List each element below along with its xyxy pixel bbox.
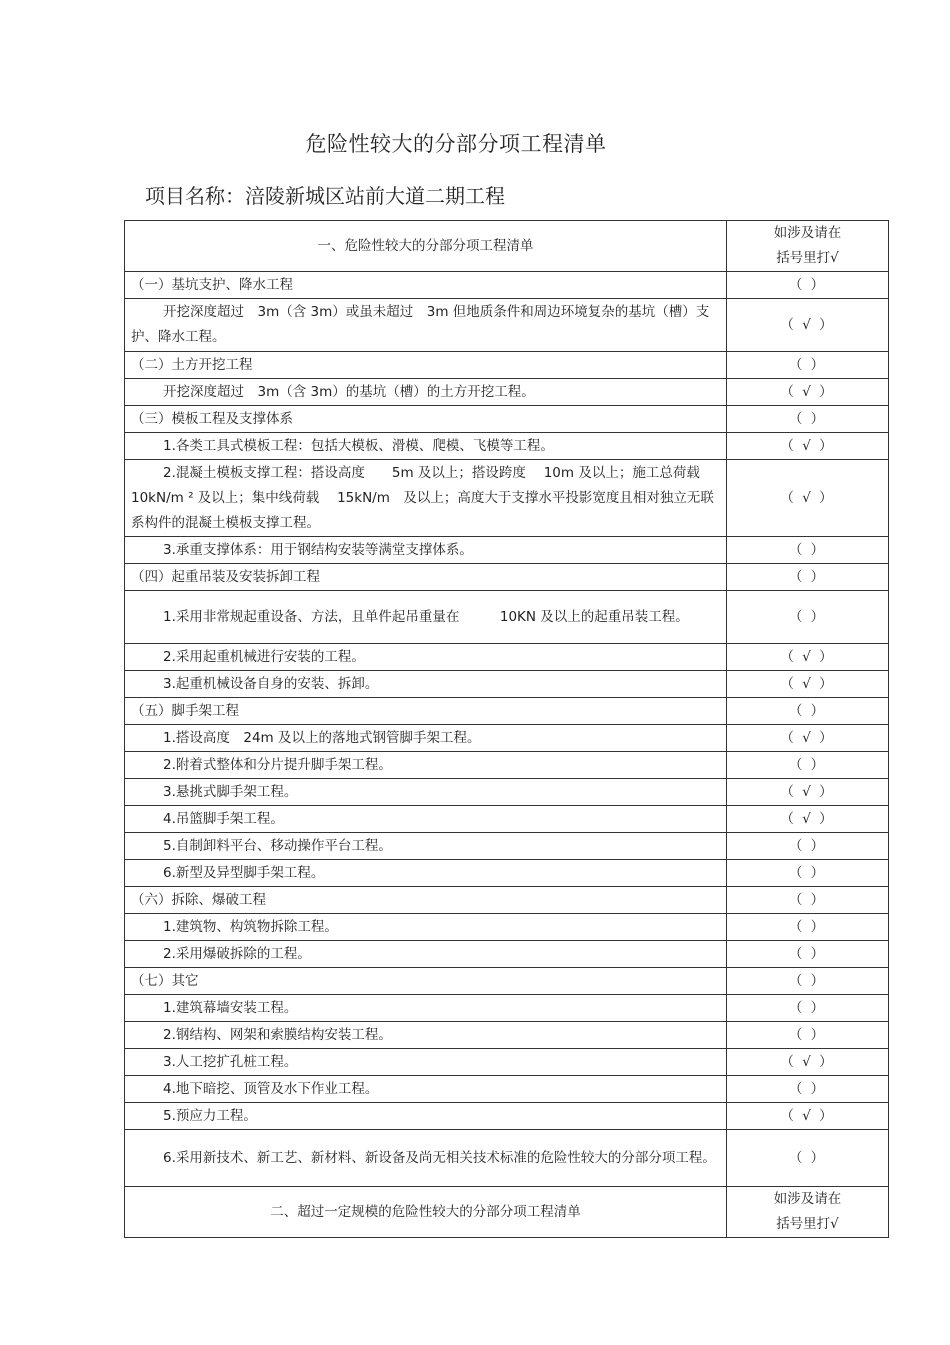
table-row	[125, 941, 889, 968]
check-mark-cell: （ √ ）	[727, 1049, 889, 1076]
check-mark-cell: （ √ ）	[727, 671, 889, 698]
section-1-mark-header	[727, 221, 889, 272]
row-text: 3.悬挑式脚手架工程。	[163, 783, 298, 800]
row-text: 4.吊篮脚手架工程。	[163, 810, 284, 827]
check-mark-cell: （ ）	[727, 1130, 889, 1187]
check-mark-cell: （ ）	[727, 564, 889, 591]
category-label	[125, 352, 727, 379]
section-2-header: 二、超过一定规模的危险性较大的分部分项工程清单	[125, 1187, 727, 1238]
hazard-checklist-table	[124, 220, 889, 1238]
mark-header-line2: 括号里打√	[776, 250, 839, 266]
mark-header-line1: 如涉及请在	[773, 1191, 842, 1207]
check-mark-cell: （ √ ）	[727, 433, 889, 460]
category-row	[125, 564, 889, 591]
table-row	[125, 914, 889, 941]
table-row	[125, 1103, 889, 1130]
row-text: （一）基坑支护、降水工程	[131, 276, 293, 293]
check-mark-cell: （ ）	[727, 1022, 889, 1049]
row-text: （五）脚手架工程	[131, 702, 239, 719]
item-description	[125, 1022, 727, 1049]
section-1-header-row	[125, 221, 889, 272]
category-row	[125, 887, 889, 914]
category-row	[125, 698, 889, 725]
item-description	[125, 833, 727, 860]
category-row	[125, 352, 889, 379]
table-row	[125, 833, 889, 860]
check-mark-cell: （ √ ）	[727, 299, 889, 352]
check-mark-cell: （ √ ）	[727, 1103, 889, 1130]
category-label	[125, 968, 727, 995]
project-name-line	[145, 180, 505, 209]
item-description	[125, 1076, 727, 1103]
row-text: 4.地下暗挖、顶管及水下作业工程。	[163, 1080, 379, 1097]
item-description	[125, 299, 727, 352]
row-text: 3.承重支撑体系：用于钢结构安装等满堂支撑体系。	[163, 541, 473, 558]
item-description	[125, 1130, 727, 1187]
row-text: 1.建筑物、构筑物拆除工程。	[163, 918, 338, 935]
table-row	[125, 379, 889, 406]
check-mark-cell: （ √ ）	[727, 379, 889, 406]
table-row	[125, 806, 889, 833]
check-mark-cell: （ ）	[727, 352, 889, 379]
category-row	[125, 406, 889, 433]
check-mark-cell: （ ）	[727, 698, 889, 725]
check-mark-cell: （ ）	[727, 860, 889, 887]
row-text: 3.人工挖扩孔桩工程。	[163, 1053, 298, 1070]
item-description	[125, 914, 727, 941]
item-description	[125, 806, 727, 833]
item-description	[125, 644, 727, 671]
item-description	[125, 779, 727, 806]
check-mark-cell: （ ）	[727, 941, 889, 968]
item-description	[125, 671, 727, 698]
project-label: 项目名称：	[145, 184, 245, 208]
table-row	[125, 725, 889, 752]
table-row	[125, 860, 889, 887]
row-text: 5.自制卸料平台、移动操作平台工程。	[163, 837, 392, 854]
mark-header-line1: 如涉及请在	[773, 225, 842, 241]
item-description	[125, 995, 727, 1022]
row-text: 1.采用非常规起重设备、方法，且单件起吊重量在 10KN 及以上的起重吊装工程。	[163, 608, 689, 625]
row-text: 2.采用爆破拆除的工程。	[163, 945, 311, 962]
table-row	[125, 671, 889, 698]
row-text: （七）其它	[131, 972, 199, 989]
table-row	[125, 1130, 889, 1187]
row-text: 6.采用新技术、新工艺、新材料、新设备及尚无相关技术标准的危险性较大的分部分项工程。	[163, 1149, 716, 1166]
check-mark-cell: （ ）	[727, 887, 889, 914]
table-row	[125, 433, 889, 460]
category-label	[125, 564, 727, 591]
row-text: （六）拆除、爆破工程	[131, 891, 266, 908]
check-mark-cell: （ √ ）	[727, 725, 889, 752]
category-label	[125, 887, 727, 914]
check-mark-cell: （ √ ）	[727, 779, 889, 806]
category-label	[125, 698, 727, 725]
table-row	[125, 299, 889, 352]
row-text: 开挖深度超过 3m（含 3m）的基坑（槽）的土方开挖工程。	[163, 383, 535, 400]
category-label	[125, 406, 727, 433]
check-mark-cell: （ ）	[727, 272, 889, 299]
table-row	[125, 591, 889, 644]
row-text: 6.新型及异型脚手架工程。	[163, 864, 325, 881]
check-mark-cell: （ ）	[727, 406, 889, 433]
table-row	[125, 1022, 889, 1049]
mark-header-line2: 括号里打√	[776, 1216, 839, 1232]
table-row	[125, 644, 889, 671]
item-description	[125, 941, 727, 968]
check-mark-cell: （ ）	[727, 995, 889, 1022]
item-description	[125, 379, 727, 406]
table-row	[125, 537, 889, 564]
table-row	[125, 460, 889, 537]
row-text: （二）土方开挖工程	[131, 356, 253, 373]
check-mark-cell: （ ）	[727, 537, 889, 564]
item-description	[125, 860, 727, 887]
item-description	[125, 537, 727, 564]
check-mark-cell: （ ）	[727, 833, 889, 860]
item-description	[125, 752, 727, 779]
item-description	[125, 433, 727, 460]
category-row	[125, 968, 889, 995]
check-mark-cell: （ ）	[727, 591, 889, 644]
row-text: （三）模板工程及支撑体系	[131, 410, 293, 427]
section-2-header-row	[125, 1187, 889, 1238]
item-description	[125, 1049, 727, 1076]
check-mark-cell: （ √ ）	[727, 806, 889, 833]
row-text: （四）起重吊装及安装拆卸工程	[131, 568, 320, 585]
item-description	[125, 725, 727, 752]
check-mark-cell: （ ）	[727, 968, 889, 995]
check-mark-cell: （ ）	[727, 914, 889, 941]
row-text: 2.采用起重机械进行安装的工程。	[163, 648, 365, 665]
check-mark-cell: （ √ ）	[727, 460, 889, 537]
item-description	[125, 591, 727, 644]
item-description	[125, 1103, 727, 1130]
table-row	[125, 779, 889, 806]
row-text: 5.预应力工程。	[163, 1107, 257, 1124]
category-label	[125, 272, 727, 299]
row-text: 1.各类工具式模板工程：包括大模板、滑模、爬模、飞模等工程。	[163, 437, 554, 454]
row-text: 1.建筑幕墙安装工程。	[163, 999, 298, 1016]
item-description	[125, 460, 727, 537]
row-text: 3.起重机械设备自身的安装、拆卸。	[163, 675, 379, 692]
project-name: 涪陵新城区站前大道二期工程	[245, 184, 505, 208]
row-text: 2.钢结构、网架和索膜结构安装工程。	[163, 1026, 392, 1043]
table-row	[125, 1049, 889, 1076]
check-mark-cell: （ √ ）	[727, 644, 889, 671]
table-row	[125, 1076, 889, 1103]
category-row	[125, 272, 889, 299]
row-text: 2.混凝土模板支撑工程：搭设高度 5m 及以上；搭设跨度 10m 及以上；施工总荷载 10kN/m ² 及以上；集中线荷载 15kN/m 及以上；高度大于支撑水平投影宽度且相对独立无联系构件的混凝土模板支撑工程。	[131, 464, 714, 531]
row-text: 1.搭设高度 24m 及以上的落地式钢管脚手架工程。	[163, 729, 481, 746]
section-1-header: 一、危险性较大的分部分项工程清单	[125, 221, 727, 272]
table-row	[125, 752, 889, 779]
row-text: 2.附着式整体和分片提升脚手架工程。	[163, 756, 392, 773]
document-title: 危险性较大的分部分项工程清单	[305, 132, 607, 156]
row-text: 开挖深度超过 3m（含 3m）或虽未超过 3m 但地质条件和周边环境复杂的基坑（槽）支护、降水工程。	[131, 304, 710, 345]
table-row	[125, 995, 889, 1022]
check-mark-cell: （ ）	[727, 1076, 889, 1103]
check-mark-cell: （ ）	[727, 752, 889, 779]
section-2-mark-header	[727, 1187, 889, 1238]
